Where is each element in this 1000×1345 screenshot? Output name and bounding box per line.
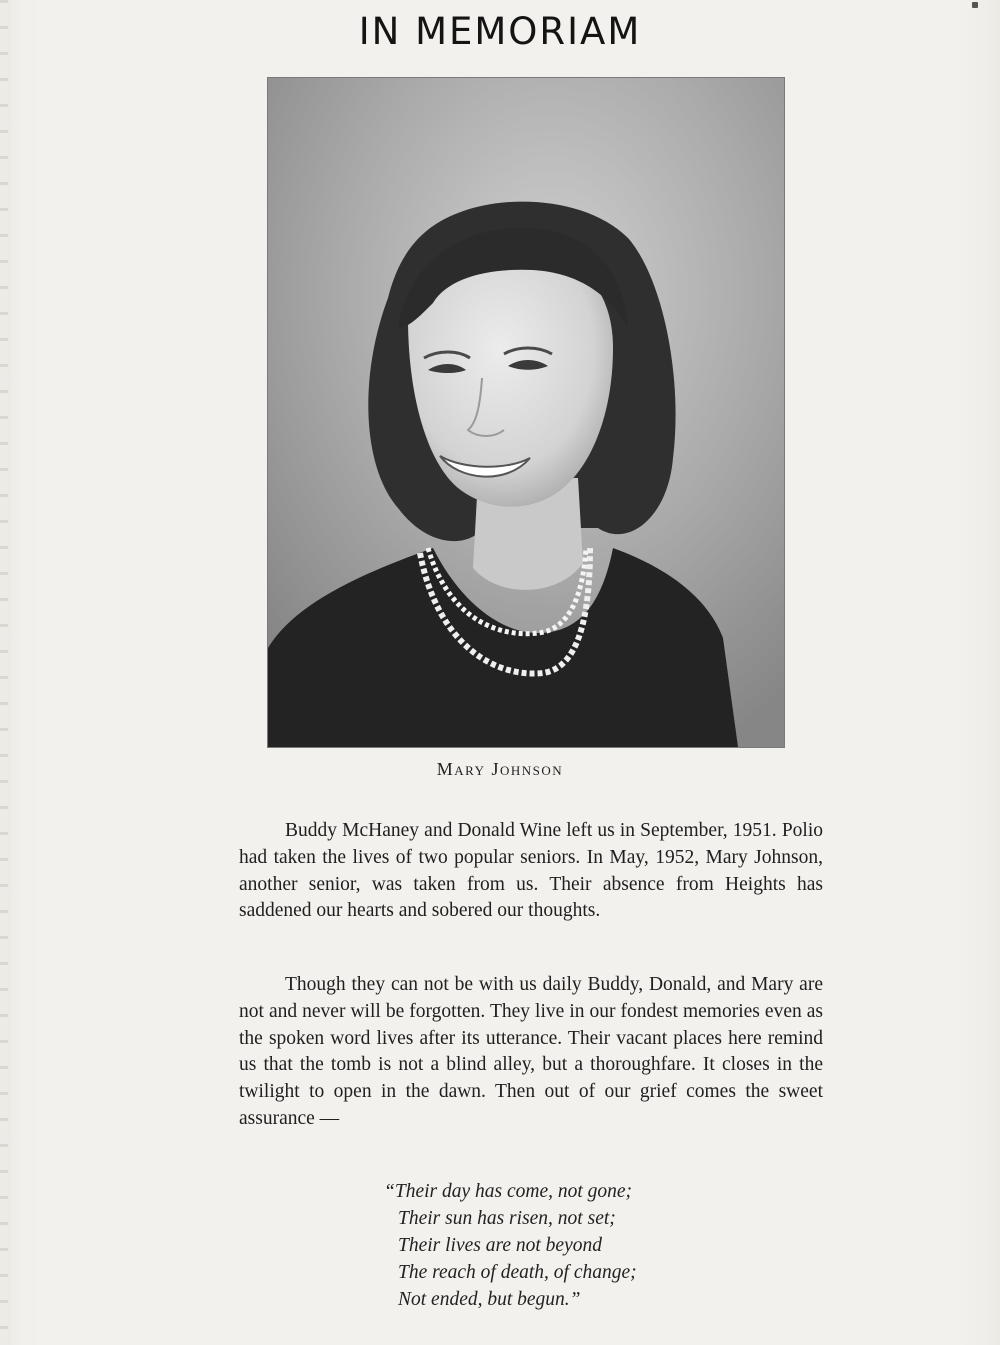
poem-line: Not ended, but begun.” — [398, 1289, 581, 1310]
page-binding-edge — [0, 0, 8, 1345]
portrait-illustration — [268, 78, 784, 747]
photo-caption: Mary Johnson — [436, 759, 564, 779]
portrait-photo — [268, 78, 784, 747]
paragraph-2 — [239, 972, 823, 1133]
paragraph-1-text: Buddy McHaney and Donald Wine left us in September, 1951. Polio had taken the lives of two popular seniors. In May, 1952, Mary Johnson, another senior, was taken from us. Their absence from Heights has saddened our hearts and sobered our thoughts. — [239, 820, 823, 922]
poem — [384, 1178, 637, 1313]
paragraph-2-text: Though they can not be with us daily Buddy, Donald, and Mary are not and never will be forgotten. They live in our fondest memories even as the spoken word lives after its utterance. Their vacant places here remind us that the tomb is not a blind alley, but a thoroughfare. It closes in the twilight to open in the dawn. Then out of our grief comes the sweet assurance — — [239, 974, 823, 1129]
poem-line: Their sun has risen, not set; — [398, 1208, 616, 1229]
poem-line: Their lives are not beyond — [398, 1235, 602, 1256]
corner-mark — [972, 2, 978, 8]
page-title: IN MEMORIAM — [358, 10, 642, 53]
poem-line: “Their day has come, not gone; — [384, 1181, 633, 1202]
poem-line: The reach of death, of change; — [398, 1262, 637, 1283]
paragraph-1 — [239, 818, 823, 925]
